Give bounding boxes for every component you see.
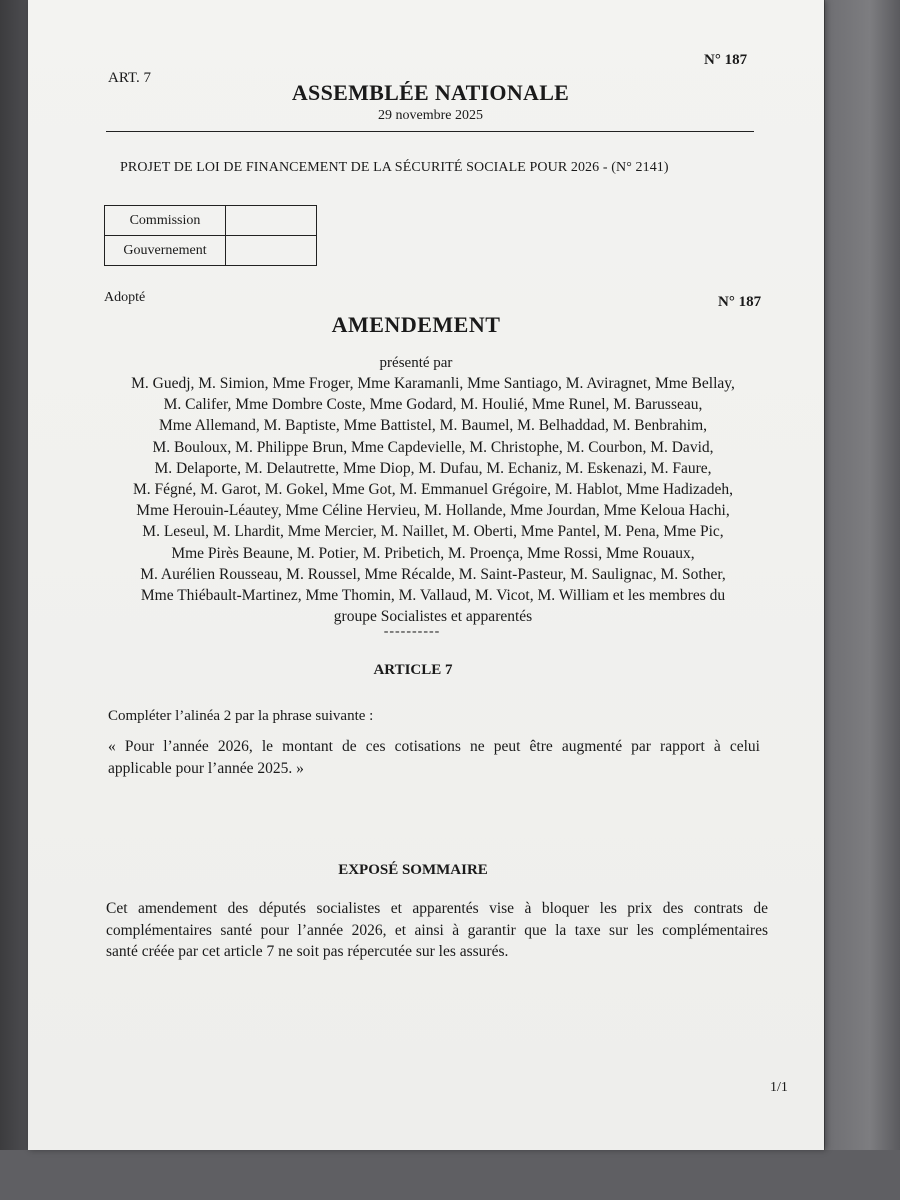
table-row (105, 206, 317, 236)
amendment-title: AMENDEMENT (331, 312, 501, 337)
author-line: Mme Allemand, M. Baptiste, Mme Battistel, M. Baumel, M. Belhaddad, M. Benbrahim, (158, 417, 708, 435)
summary-heading: EXPOSÉ SOMMAIRE (338, 862, 488, 878)
amendment-quote (108, 736, 760, 780)
document-date: 29 novembre 2025 (378, 108, 483, 123)
author-line: Mme Herouin-Léautey, Mme Céline Hervieu, M. Hollande, Mme Jourdan, Mme Keloua Hachi, (136, 502, 730, 520)
article-heading: ARTICLE 7 (373, 662, 453, 678)
summary-line: complémentaires santé pour l’année 2026, et ainsi à garantir que la taxe sur les complémentaires (106, 921, 768, 939)
bill-title: PROJET DE LOI DE FINANCEMENT DE LA SÉCURITÉ SOCIALE POUR 2026 - (N° 2141) (120, 160, 669, 175)
author-line: M. Fégné, M. Garot, M. Gokel, Mme Got, M. Emmanuel Grégoire, M. Hablot, Mme Hadizadeh, (132, 481, 734, 499)
quote-line: « Pour l’année 2026, le montant de ces cotisations ne peut être augmenté par rapport à celui (108, 738, 760, 755)
adoption-status: Adopté (104, 290, 146, 305)
header-divider (106, 131, 754, 132)
author-line: Mme Thiébault-Martinez, Mme Thomin, M. Vallaud, M. Vicot, M. William et les membres du (140, 587, 726, 605)
presented-by-label: présenté par (379, 355, 453, 371)
author-line: groupe Socialistes et apparentés (333, 608, 533, 626)
quote-line: applicable pour l’année 2025. » (108, 760, 304, 777)
status-row-value (226, 206, 317, 236)
status-row-label: Commission (105, 206, 226, 236)
summary-line: santé créée par cet article 7 ne soit pas répercutée sur les assurés. (106, 943, 509, 960)
amendment-number: N° 187 (718, 294, 762, 310)
page-number: 1/1 (770, 1080, 788, 1095)
amendment-number-top: N° 187 (704, 52, 748, 68)
status-row-label: Gouvernement (105, 236, 226, 266)
institution-title: ASSEMBLÉE NATIONALE (291, 80, 570, 105)
status-row-value (226, 236, 317, 266)
summary-text (106, 898, 768, 963)
author-line: M. Delaporte, M. Delautrette, Mme Diop, M. Dufau, M. Echaniz, M. Eskenazi, M. Faure, (154, 459, 712, 477)
document-page (28, 0, 824, 1150)
author-line: M. Guedj, M. Simion, Mme Froger, Mme Karamanli, Mme Santiago, M. Aviragnet, Mme Bellay, (131, 375, 735, 392)
author-line: Mme Pirès Beaune, M. Potier, M. Pribetich, M. Proença, Mme Rossi, Mme Rouaux, (171, 544, 695, 562)
author-line: M. Leseul, M. Lhardit, Mme Mercier, M. Naillet, M. Oberti, Mme Pantel, M. Pena, Mme Pic, (142, 523, 724, 541)
section-separator: ---------- (383, 624, 441, 639)
author-line: M. Bouloux, M. Philippe Brun, Mme Capdevielle, M. Christophe, M. Courbon, M. David, (152, 438, 714, 456)
authors-list (88, 373, 778, 627)
status-table (104, 205, 317, 266)
author-line: M. Aurélien Rousseau, M. Roussel, Mme Récalde, M. Saint-Pasteur, M. Saulignac, M. Sother, (140, 565, 726, 583)
background-right (825, 0, 900, 1200)
background-bottom (0, 1150, 900, 1200)
summary-line: Cet amendement des députés socialistes et apparentés vise à bloquer les prix des contrats de (106, 900, 768, 917)
article-reference: ART. 7 (108, 70, 151, 86)
amendment-instruction: Compléter l’alinéa 2 par la phrase suivante : (108, 708, 374, 724)
author-line: M. Califer, Mme Dombre Coste, Mme Godard, M. Houlié, Mme Runel, M. Barusseau, (163, 396, 703, 414)
table-row (105, 236, 317, 266)
